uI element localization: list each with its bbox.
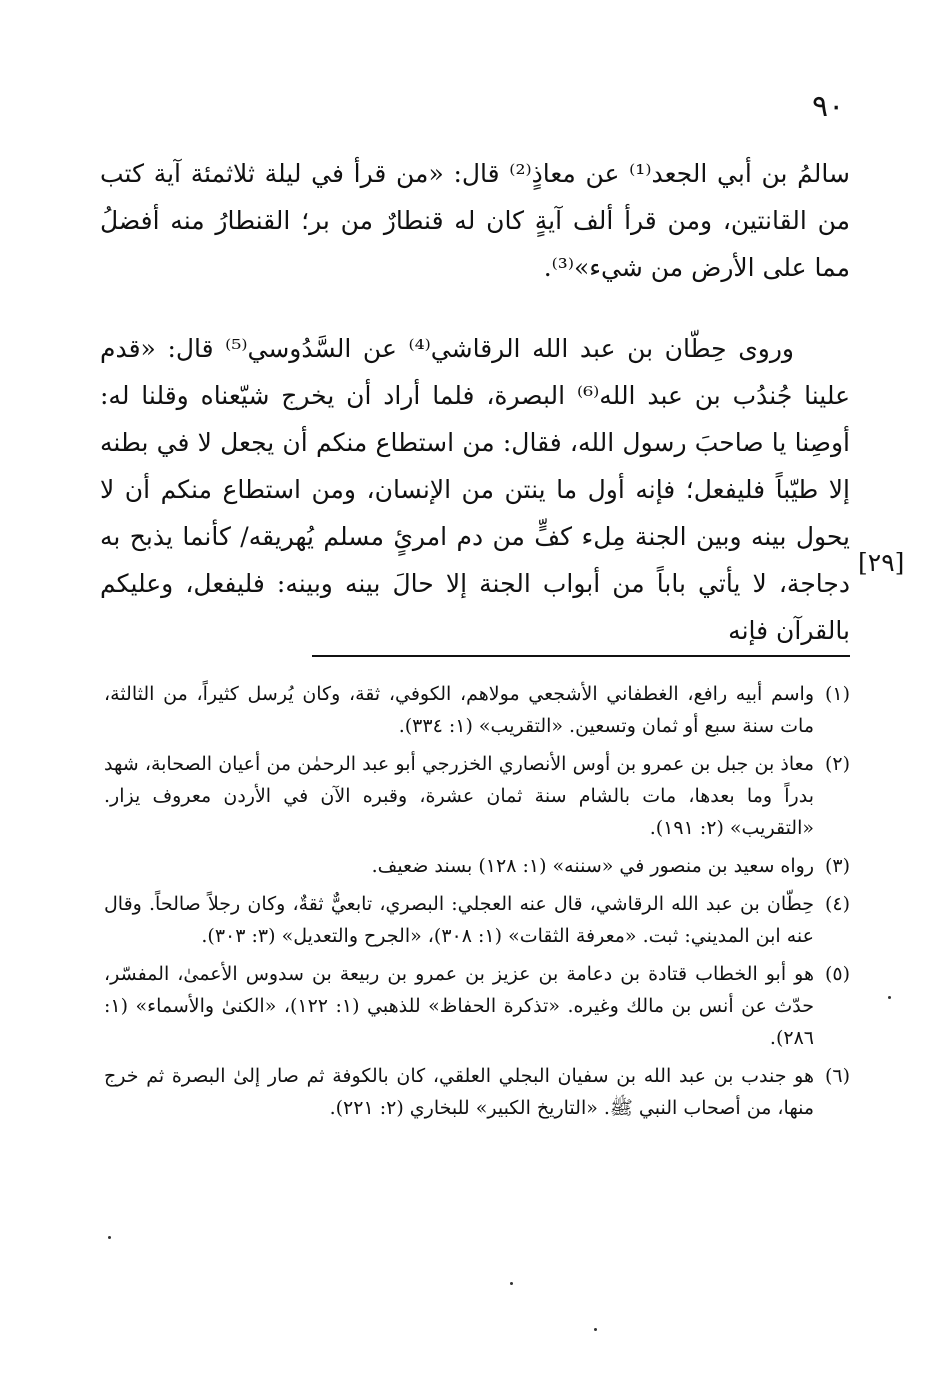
- footnote-text: هو أبو الخطاب قتادة بن دعامة بن عزيز بن عمرو بن ربيعة بن سدوس الأعمىٰ، المفسّر، حدّث عن أنس بن مالك وغيره. «تذكرة الحفاظ» للذهبي (١: ١٢٢)، «الكنىٰ والأسماء» (١: ٢٨٦).: [104, 963, 814, 1049]
- footnote: [104, 678, 850, 742]
- footnote-text: معاذ بن جبل بن عمرو بن أوس الأنصاري الخزرجي أبو عبد الرحمٰن من أعيان الصحابة، شهد بدراً وما بعدها، مات بالشام سنة ثمان عشرة، وقبره الآن في الأردن معروف يزار. «التقريب» (٢: ١٩١).: [104, 753, 814, 839]
- footnote-text: حِطّان بن عبد الله الرقاشي، قال عنه العجلي: البصري، تابعيٌّ ثقةٌ، وكان رجلاً صالحاً. وقال عنه ابن المديني: ثبت. «معرفة الثقات» (١: ٣٠٨)، «الجرح والتعديل» (٣: ٣٠٣).: [104, 893, 814, 947]
- footnote-text: رواه سعيد بن منصور في «سننه» (١: ١٢٨) بسند ضعيف.: [371, 855, 814, 877]
- page-number: ٩٠: [812, 89, 845, 124]
- scan-speck: [108, 1236, 111, 1239]
- manuscript-page-marker: [٢٩]: [858, 548, 905, 577]
- scan-speck: [594, 1328, 597, 1331]
- footnote: [104, 958, 850, 1054]
- footnote: [104, 748, 850, 844]
- footnote: [104, 850, 850, 882]
- footnotes: [104, 678, 850, 1130]
- footnote: [104, 888, 850, 952]
- footnote-number: (٣): [824, 855, 850, 877]
- footnote-number: (١): [824, 683, 850, 705]
- footnote-number: (٤): [824, 893, 850, 915]
- scan-speck: [510, 1282, 513, 1285]
- footnote-text: واسم أبيه رافع، الغطفاني الأشجعي مولاهم، الكوفي، ثقة، وكان يُرسل كثيراً، من الثالثة، مات سنة سبع أو ثمان وتسعين. «التقريب» (١: ٣٣٤).: [104, 683, 814, 737]
- footnote-divider: [312, 655, 850, 657]
- footnote-text: هو جندب بن عبد الله بن سفيان البجلي العلقي، كان بالكوفة ثم صار إلىٰ البصرة ثم خرج منها، من أصحاب النبي ﷺ. «التاريخ الكبير» للبخاري (٢: ٢٢١).: [104, 1065, 814, 1119]
- paragraph: وروى حِطّان بن عبد الله الرقاشي⁽⁴⁾ عن السَّدُوسي⁽⁵⁾ قال: «قدم علينا جُندُب بن عبد الله⁽⁶⁾ البصرة، فلما أراد أن يخرج شيّعناه وقلنا له: أوصِنا يا صاحبَ رسول الله، فقال: من استطاع منكم أن يجعل لا في بطنه إلا طيّباً فليفعل؛ فإنه أول ما ينتن من الإنسان، ومن استطاع منكم أن لا يحول بينه وبين الجنة مِلء كفٍّ من دم امرئٍ مسلم يُهريقه/ كأنما يذبح به دجاجة، لا يأتي باباً من أبواب الجنة إلا حالَ بينه وبينه: فليفعل، وعليكم بالقرآن فإنه: [100, 334, 851, 645]
- footnote: [104, 1060, 850, 1124]
- main-text: [100, 150, 850, 654]
- footnote-number: (٥): [824, 963, 850, 985]
- scan-speck: [888, 996, 891, 999]
- footnote-number: (٢): [824, 753, 850, 775]
- footnote-number: (٦): [824, 1065, 850, 1087]
- paragraph: سالمُ بن أبي الجعد⁽¹⁾ عن معاذٍ⁽²⁾ قال: «من قرأ في ليلة ثلاثمئة آية كتب من القانتين، ومن قرأ ألف آيةٍ كان له قنطارٌ من بر؛ القنطارُ منه أفضلُ مما على الأرض من شيء»⁽³⁾.: [100, 159, 850, 282]
